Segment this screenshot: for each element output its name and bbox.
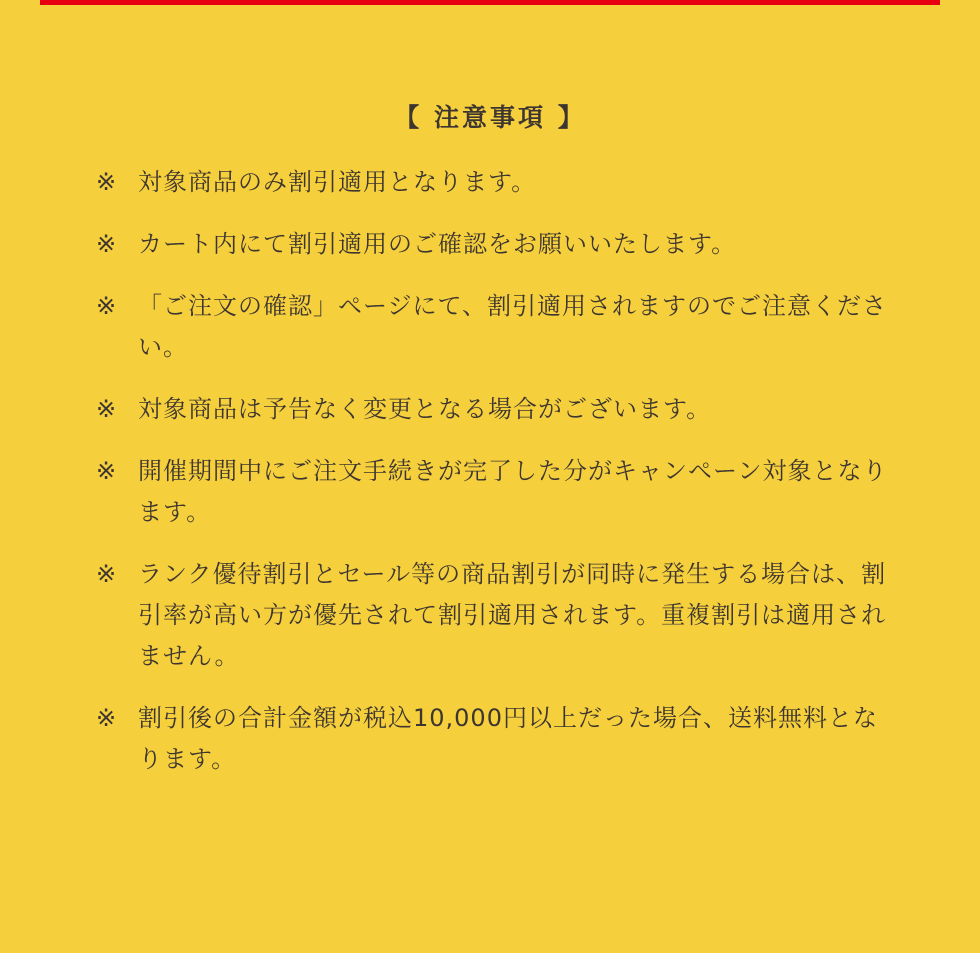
notice-item bbox=[96, 698, 896, 780]
notice-item-text: 開催期間中にご注文手続きが完了した分がキャンペーン対象となります。 bbox=[138, 457, 888, 526]
reference-mark-icon: ※ bbox=[96, 704, 118, 732]
notice-item bbox=[96, 224, 896, 265]
notice-item-text: 対象商品のみ割引適用となります。 bbox=[138, 168, 537, 196]
notice-title: 【 注意事項 】 bbox=[394, 103, 586, 132]
notice-item-text: 「ご注文の確認」ページにて、割引適用されますのでご注意ください。 bbox=[138, 292, 888, 361]
reference-mark-icon: ※ bbox=[96, 457, 118, 485]
notice-item bbox=[96, 554, 896, 677]
notice-item-text: 対象商品は予告なく変更となる場合がございます。 bbox=[138, 395, 712, 423]
notice-item-text: カート内にて割引適用のご確認をお願いいたします。 bbox=[138, 230, 737, 258]
reference-mark-icon: ※ bbox=[96, 292, 118, 320]
notice-item bbox=[96, 286, 896, 368]
notice-item bbox=[96, 451, 896, 533]
notice-item-text: 割引後の合計金額が税込10,000円以上だった場合、送料無料となります。 bbox=[138, 704, 878, 773]
notice-item-text: ランク優待割引とセール等の商品割引が同時に発生する場合は、割引率が高い方が優先されて割引適用されます。重複割引は適用されません。 bbox=[138, 560, 887, 670]
reference-mark-icon: ※ bbox=[96, 395, 118, 423]
notice-item bbox=[96, 389, 896, 430]
reference-mark-icon: ※ bbox=[96, 560, 118, 588]
reference-mark-icon: ※ bbox=[96, 230, 118, 258]
top-accent-bar bbox=[40, 0, 940, 5]
notice-item bbox=[96, 162, 896, 203]
notice-list bbox=[96, 162, 896, 801]
reference-mark-icon: ※ bbox=[96, 168, 118, 196]
